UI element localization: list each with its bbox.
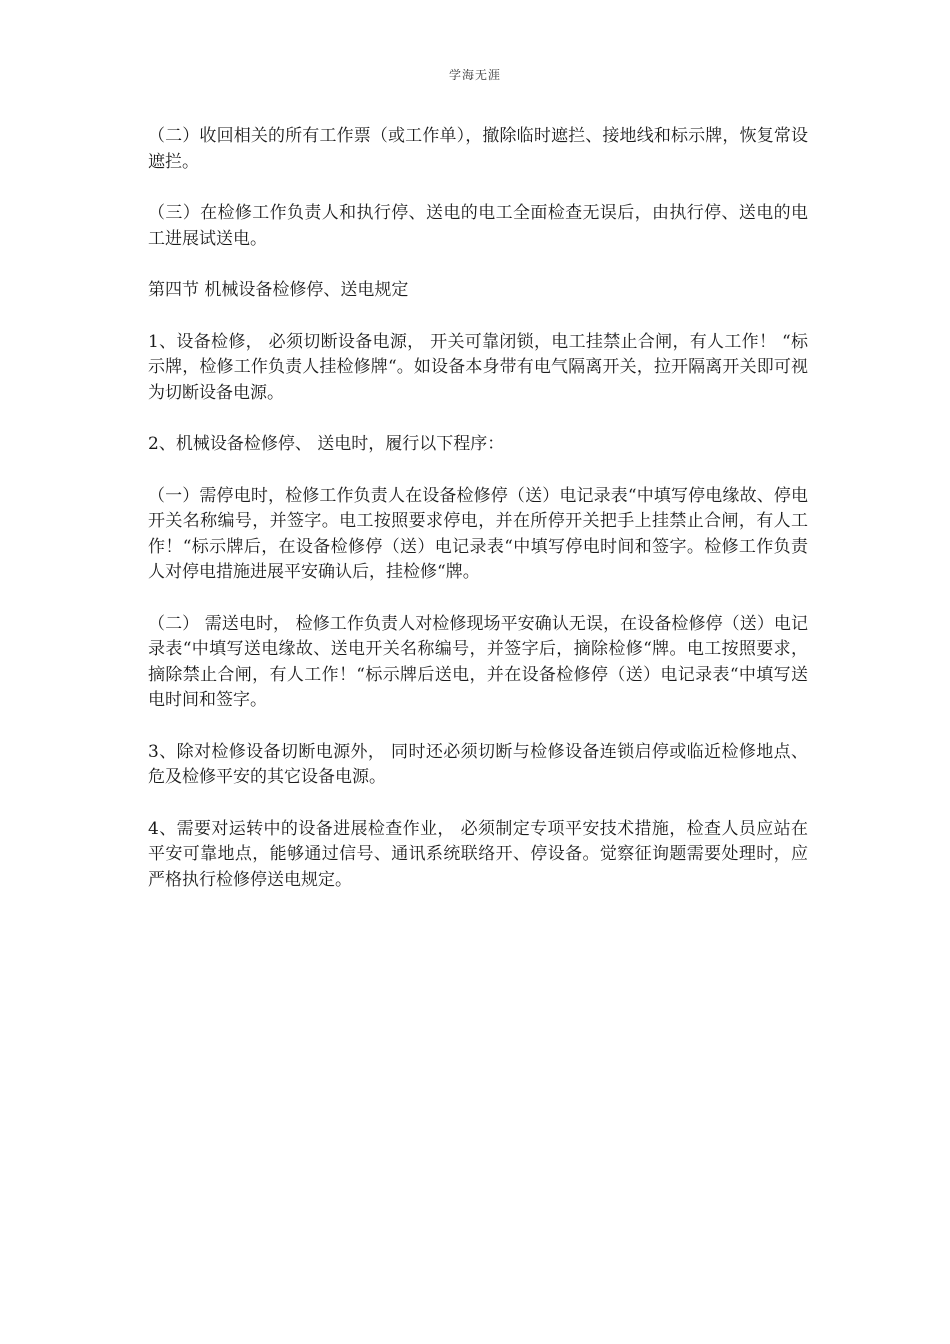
paragraph-item-1: 1、设备检修， 必须切断设备电源， 开关可靠闭锁，电工挂禁止合闸，有人工作！ “标示牌，检修工作负责人挂检修牌“。如设备本身带有电气隔离开关，拉开隔离开关即可视为切断设备电源。 <box>148 331 808 403</box>
paragraph-item-2: 2、机械设备检修停、 送电时，履行以下程序： <box>148 434 505 454</box>
page-header: 学海无涯 <box>448 68 501 82</box>
paragraph-power-on: （二） 需送电时， 检修工作负责人对检修现场平安确认无误，在设备检修停（送）电记录表“中填写送电缘故、送电开关名称编号，并签字后，摘除检修“牌。电工按照要求，摘除禁止合闸，有人工作！“标示牌后送电，并在设备检修停（送）电记录表“中填写送电时间和签字。 <box>148 613 808 710</box>
section-heading: 第四节 机械设备检修停、送电规定 <box>148 280 409 300</box>
paragraph-power-off: （一）需停电时，检修工作负责人在设备检修停（送）电记录表“中填写停电缘故、停电开关名称编号，并签字。电工按照要求停电，并在所停开关把手上挂禁止合闸，有人工作！“标示牌后，在设备检修停（送）电记录表“中填写停电时间和签字。检修工作负责人对停电措施进展平安确认后，挂检修“牌。 <box>148 485 808 582</box>
paragraph-item-3: 3、除对检修设备切断电源外， 同时还必须切断与检修设备连锁启停或临近检修地点、危及检修平安的其它设备电源。 <box>148 741 808 787</box>
paragraph-item-4: 4、需要对运转中的设备进展检查作业， 必须制定专项平安技术措施，检查人员应站在平安可靠地点，能够通过信号、通讯系统联络开、停设备。觉察征询题需要处理时，应严格执行检修停送电规定。 <box>148 818 808 890</box>
paragraph-trial-power: （三）在检修工作负责人和执行停、送电的电工全面检查无误后，由执行停、送电的电工进展试送电。 <box>148 203 808 249</box>
paragraph-recover-tickets: （二）收回相关的所有工作票（或工作单），撤除临时遮拦、接地线和标示牌，恢复常设遮拦。 <box>148 126 808 172</box>
document-body <box>148 124 808 919</box>
